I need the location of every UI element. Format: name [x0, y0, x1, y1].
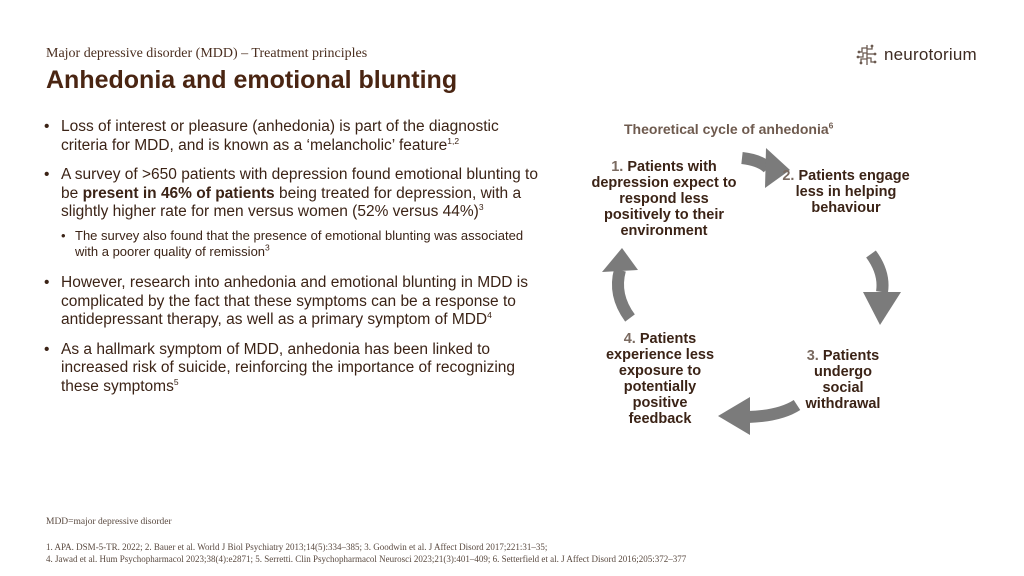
arrowhead-4 [602, 248, 638, 272]
section-kicker: Major depressive disorder (MDD) – Treatment principles [46, 46, 368, 61]
abbreviations: MDD=major depressive disorder [46, 517, 172, 527]
arrow-4-to-1 [618, 270, 630, 318]
bullet-anhedonia-criteria: • Loss of interest or pleasure (anhedonia) is part of the diagnostic criteria for MDD, and is known as a ‘melancholic’ feature$^{1,2}$ [44, 118, 544, 155]
cycle-step-4: 4. Patients experience less exposure to potentially positive feedback [605, 331, 715, 427]
reference-line-1: 1. APA. DSM-5-TR. 2022; 2. Bauer et al. World J Biol Psychiatry 2013;14(5):334–385; 3. Goodwin et al. J Affect Disord 2017;221:31–35; [46, 542, 548, 552]
arrow-2-to-3 [871, 254, 883, 292]
arrowhead-2 [863, 292, 901, 325]
cycle-step-2: 2. Patients engage less in helping behaviour [782, 168, 910, 216]
cycle-step-3: 3. Patients undergo social withdrawal [805, 348, 881, 412]
bullet-survey-findings: • A survey of >650 patients with depression found emotional blunting to be present in 46% of patients being treated for depression, with a slightly higher rate for men versus women (52% versus 44%)$^3$ [44, 166, 544, 222]
arrow-3-to-4 [748, 405, 797, 417]
bullet-suicide-risk: • As a hallmark symptom of MDD, anhedonia has been linked to increased risk of suicide, reinforcing the importance of recognizing these symptoms$^5$ [44, 341, 544, 397]
references [46, 541, 686, 565]
bullet-research-complication: • However, research into anhedonia and emotional blunting in MDD is complicated by the fact that these symptoms can be a response to antidepressant therapy, as well as a primary symptom of MDD$^4$ [44, 274, 544, 330]
cycle-step-1: 1. Patients with depression expect to respond less positively to their environment [591, 159, 737, 239]
cycle-title: Theoretical cycle of anhedonia$^6$ [624, 120, 834, 137]
slide-title: Anhedonia and emotional blunting [46, 66, 458, 94]
logo-text: neurotorium [884, 45, 977, 64]
arrow-1-to-2 [742, 158, 768, 168]
sub-bullet-remission: • The survey also found that the presence of emotional blunting was associated with a poorer quality of remission$^3$ [61, 228, 544, 260]
arrowhead-3 [718, 397, 750, 435]
reference-line-2: 4. Jawad et al. Hum Psychopharmacol 2023;38(4):e2871; 5. Serretti. Clin Psychopharmacol Neurosci 2023;21(3):401–409; 6. Setterfield et al. J Affect Disord 2016;205:372–377 [46, 554, 687, 564]
